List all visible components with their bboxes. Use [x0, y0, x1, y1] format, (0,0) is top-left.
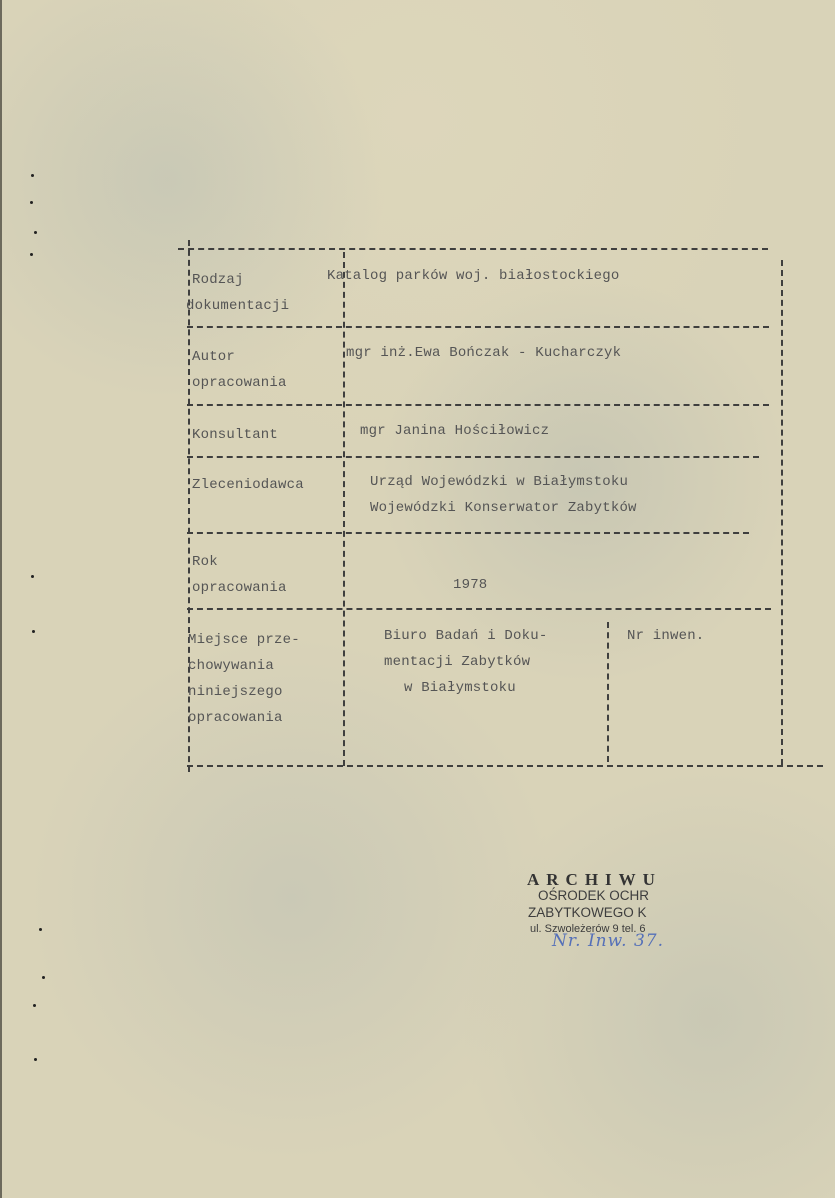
- margin-dot: [30, 201, 33, 204]
- table-rule: [178, 248, 768, 250]
- label-zleceniodawca: Zleceniodawca: [192, 477, 304, 493]
- margin-dot: [34, 231, 37, 234]
- value-zleceniodawca-line1: Urząd Wojewódzki w Białymstoku: [370, 474, 629, 490]
- label-nr-inwen: Nr inwen.: [627, 628, 705, 644]
- scan-edge: [0, 0, 2, 1198]
- label-autor: Autor: [192, 349, 236, 365]
- stamp-line3: ul. Szwoleżerów 9 tel. 6: [530, 923, 646, 935]
- margin-dot: [42, 976, 45, 979]
- table-rule: [187, 765, 823, 767]
- margin-dot: [30, 253, 33, 256]
- stamp-line2: ZABYTKOWEGO K: [528, 905, 647, 920]
- margin-dot: [33, 1004, 36, 1007]
- stamp-line1: OŚRODEK OCHR: [538, 888, 650, 903]
- table-rule: [187, 326, 769, 328]
- value-miejsce-line1: Biuro Badań i Doku-: [384, 628, 548, 644]
- label-miejsce-line1: Miejsce prze-: [188, 632, 300, 648]
- table-column-divider: [607, 622, 609, 762]
- value-miejsce-line2: mentacji Zabytków: [384, 654, 531, 670]
- table-rule: [187, 608, 771, 610]
- margin-dot: [31, 575, 34, 578]
- table-rule: [187, 532, 749, 534]
- label-miejsce-line4: opracowania: [188, 710, 283, 726]
- table-column-divider: [343, 252, 345, 766]
- label-miejsce-line2: chowywania: [188, 658, 275, 674]
- label-dokumentacji: dokumentacji: [186, 298, 290, 314]
- value-zleceniodawca-line2: Wojewódzki Konserwator Zabytków: [370, 500, 637, 516]
- margin-dot: [32, 630, 35, 633]
- margin-dot: [39, 928, 42, 931]
- value-konsultant: mgr Janina Hościłowicz: [360, 423, 550, 439]
- value-rok: 1978: [453, 577, 488, 593]
- value-miejsce-line3: w Białymstoku: [404, 680, 516, 696]
- table-rule: [187, 456, 759, 458]
- label-opracowania: opracowania: [192, 375, 287, 391]
- label-rodzaj: Rodzaj: [192, 272, 244, 288]
- stamp-title: ARCHIWU: [527, 870, 662, 889]
- table-border-right: [781, 260, 783, 765]
- value-rodzaj-dokumentacji: Katalog parków woj. białostockiego: [327, 268, 620, 284]
- margin-dot: [34, 1058, 37, 1061]
- label-miejsce-line3: niniejszego: [188, 684, 283, 700]
- handwritten-inventory-number: Nr. Inw. 37.: [552, 931, 664, 951]
- value-autor: mgr inż.Ewa Bończak - Kucharczyk: [346, 345, 622, 361]
- label-rok: Rok: [192, 554, 218, 570]
- label-rok-opracowania: opracowania: [192, 580, 287, 596]
- margin-dot: [31, 174, 34, 177]
- label-konsultant: Konsultant: [192, 427, 279, 443]
- table-rule: [187, 404, 769, 406]
